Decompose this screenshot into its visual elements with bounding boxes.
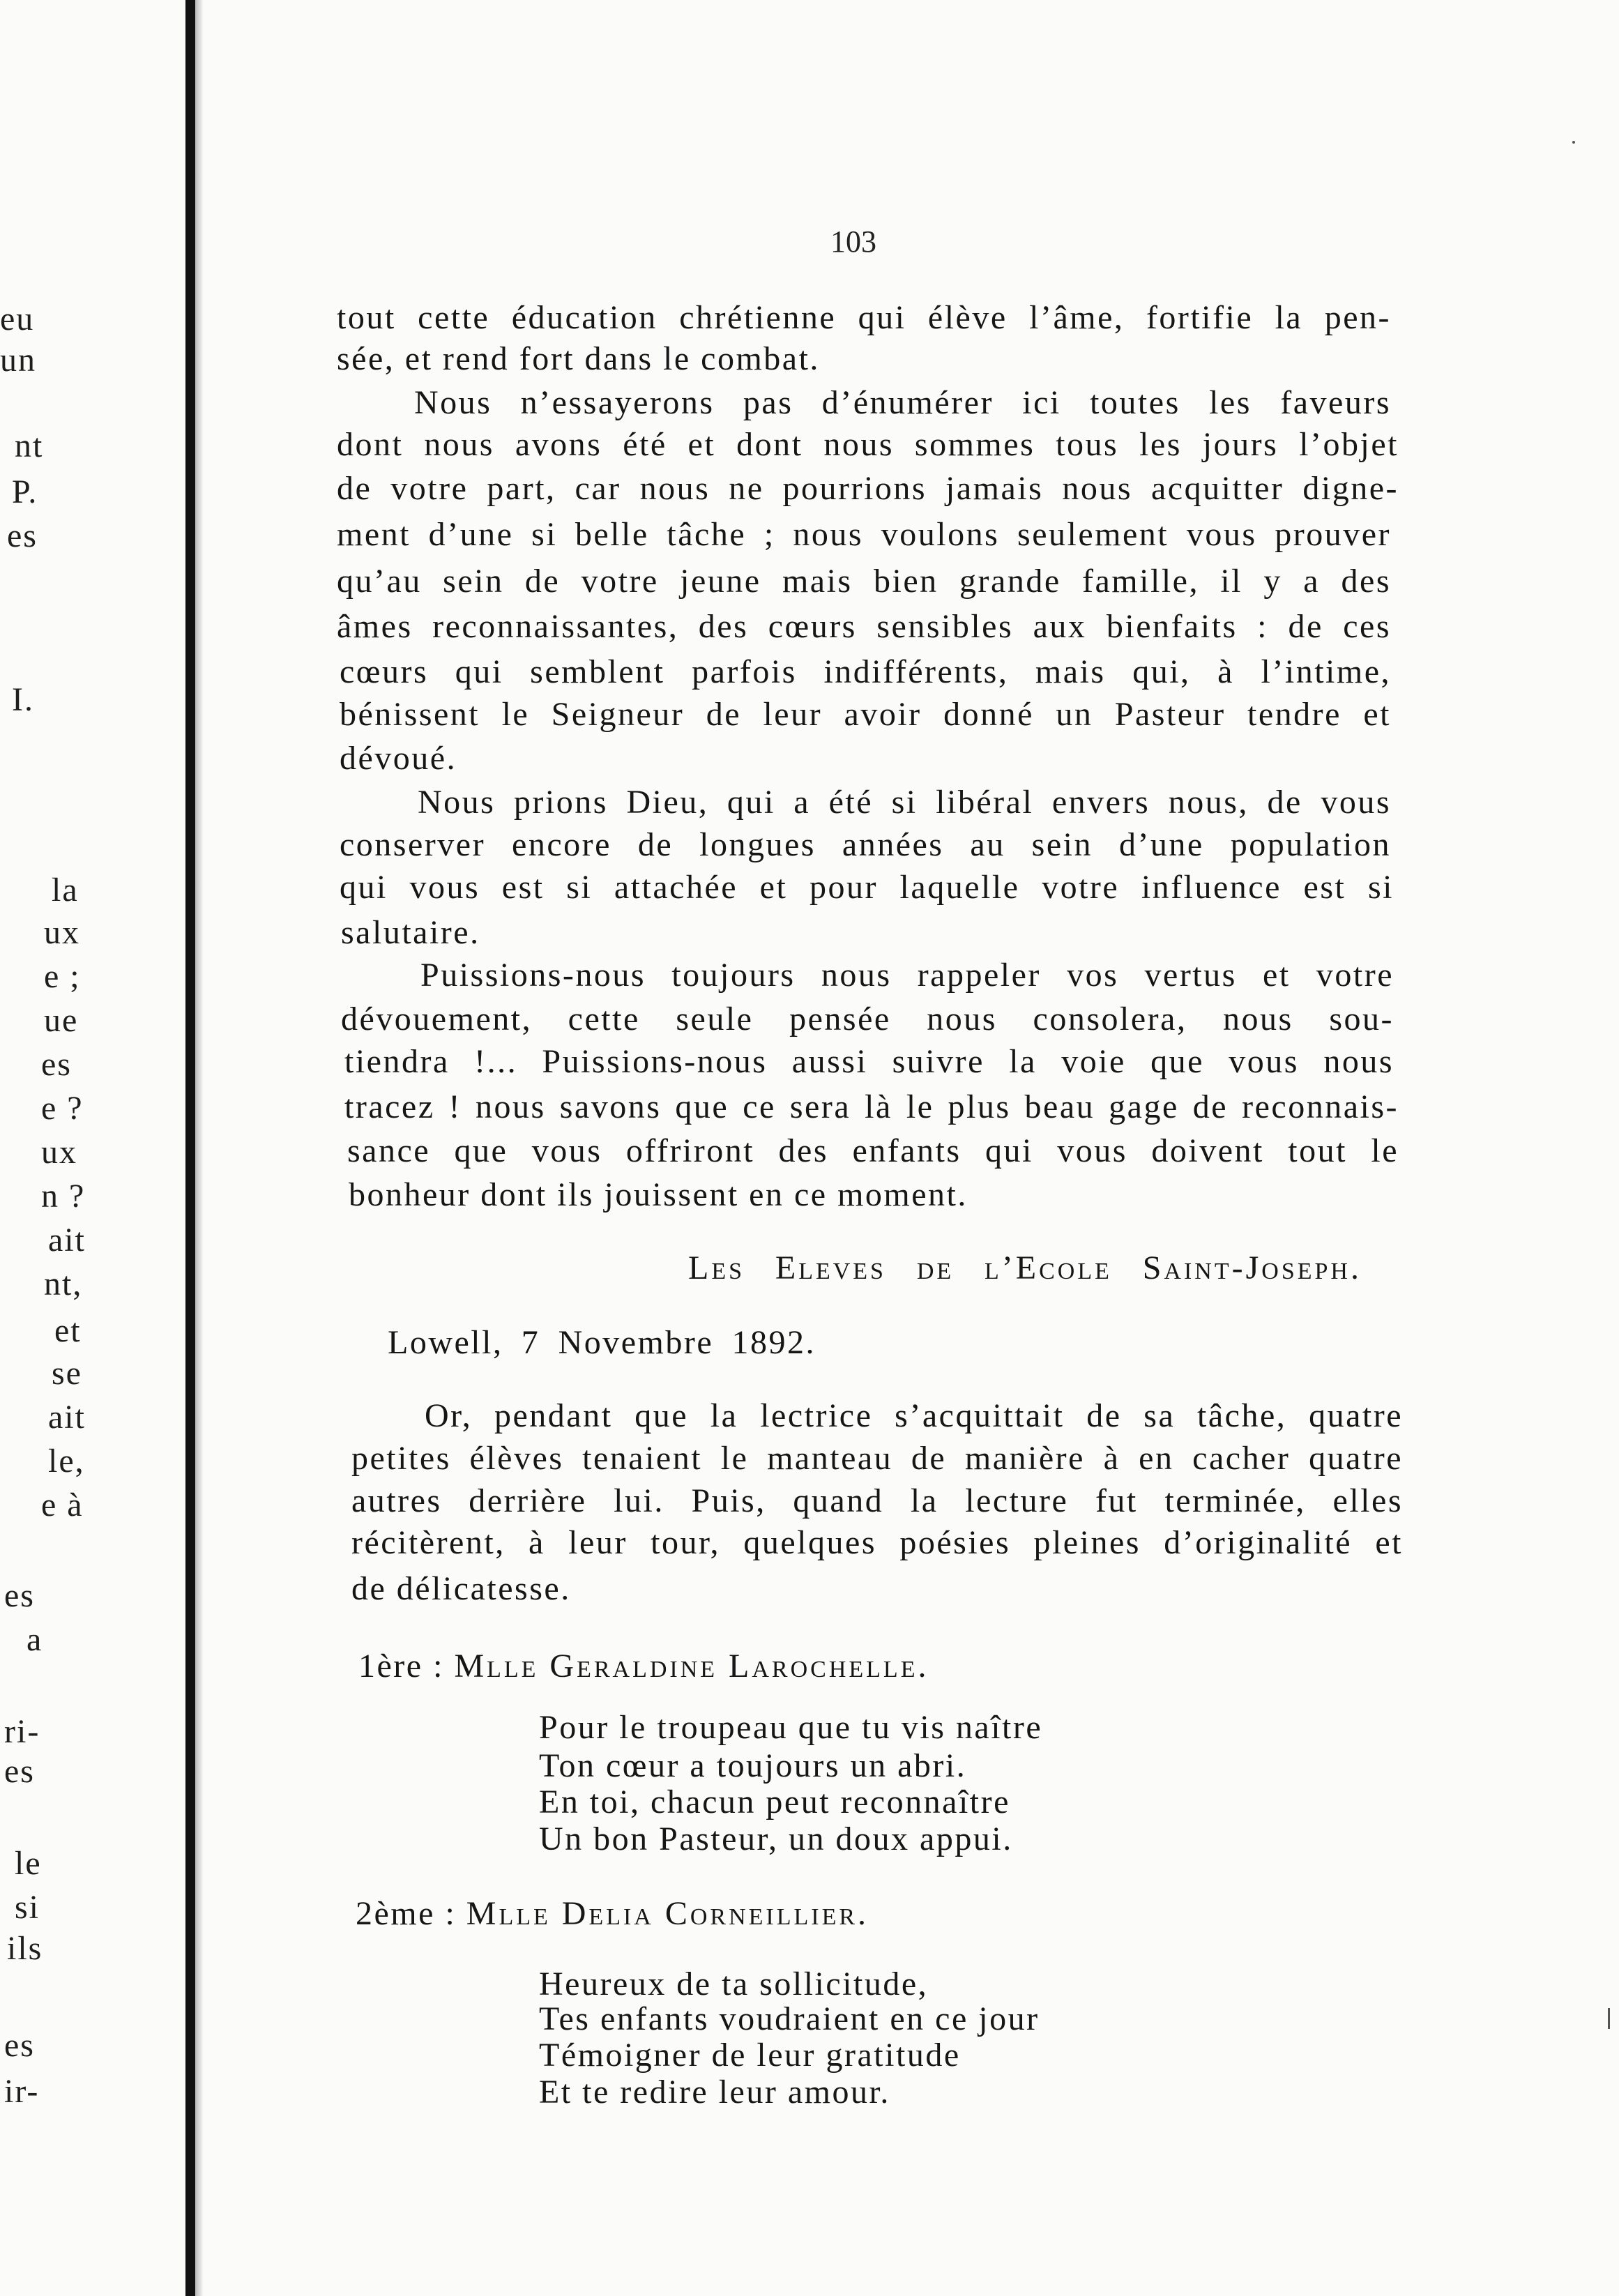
scan-speck <box>1572 141 1575 144</box>
previous-page-fragment: e à <box>41 1487 84 1523</box>
previous-page-fragment: ils <box>7 1930 43 1967</box>
recitation-ordinal: 1ère : <box>358 1648 444 1685</box>
letter-line: ment d’une si belle tâche ; nous voulons seulement vous prouver <box>337 516 1391 553</box>
previous-page-fragment: eu <box>0 301 35 337</box>
previous-page-fragment: le, <box>48 1443 85 1480</box>
narrative-line: de délicatesse. <box>351 1570 571 1607</box>
letter-line: tout cette éducation chrétienne qui élève l’âme, fortifie la pen- <box>337 299 1391 336</box>
binding-gutter <box>185 0 195 2296</box>
letter-line: dévoué. <box>340 740 457 777</box>
previous-page-fragment: P. <box>12 473 38 510</box>
previous-page-fragment: es <box>4 2027 35 2064</box>
previous-page-fragment: n ? <box>41 1178 86 1215</box>
previous-page-fragment: a <box>26 1621 43 1658</box>
letter-line: Puissions-nous toujours nous rappeler vos vertus et votre <box>420 957 1394 994</box>
letter-line: âmes reconnaissantes, des cœurs sensibles aux bienfaits : de ces <box>337 608 1391 645</box>
scan-speck <box>1608 2008 1610 2029</box>
letter-line: Nous prions Dieu, qui a été si libéral envers nous, de vous <box>418 784 1391 821</box>
previous-page-fragment: et <box>54 1312 82 1349</box>
letter-line: cœurs qui semblent parfois indifférents, mais qui, à l’intime, <box>340 653 1391 690</box>
narrative-line: petites élèves tenaient le manteau de manière à en cacher quatre <box>351 1440 1403 1477</box>
previous-page-fragment: si <box>15 1889 40 1926</box>
verse-line: Ton cœur a toujours un abri. <box>539 1747 967 1784</box>
previous-page-fragment: ir- <box>4 2073 40 2110</box>
previous-page-fragment: e ; <box>44 958 81 995</box>
previous-page-fragment: se <box>52 1355 82 1392</box>
previous-page-fragment: es <box>7 517 38 554</box>
previous-page-fragment: le <box>15 1845 42 1882</box>
gutter-shadow <box>195 0 204 2296</box>
previous-page-fragment: es <box>41 1046 72 1083</box>
previous-page-fragment: I. <box>12 681 34 718</box>
verse-line: Et te redire leur amour. <box>539 2074 890 2111</box>
letter-line: bonheur dont ils jouissent en ce moment. <box>349 1176 968 1213</box>
letter-line: sance que vous offriront des enfants qui vous doivent tout le <box>347 1132 1399 1169</box>
previous-page-fragment: ux <box>44 914 80 951</box>
recitation-heading <box>358 1647 929 1686</box>
verse-line: Un bon Pasteur, un doux appui. <box>539 1820 1013 1857</box>
letter-dateline: Lowell, 7 Novembre 1892. <box>388 1324 816 1361</box>
verse-line: Pour le troupeau que tu vis naître <box>539 1709 1043 1746</box>
previous-page-fragment: la <box>52 872 79 908</box>
narrative-line: Or, pendant que la lectrice s’acquittait de sa tâche, quatre <box>425 1397 1403 1434</box>
previous-page-fragment: ait <box>48 1222 86 1259</box>
letter-line: salutaire. <box>341 914 480 951</box>
previous-page-fragment: es <box>4 1577 35 1614</box>
previous-page-fragment: ux <box>41 1134 77 1171</box>
letter-line: de votre part, car nous ne pourrions jamais nous acquitter digne- <box>337 470 1399 507</box>
previous-page-fragment: ait <box>48 1399 86 1436</box>
letter-signature: Les Eleves de l’Ecole Saint-Joseph. <box>688 1249 1362 1286</box>
recitation-heading <box>356 1894 869 1933</box>
previous-page-fragment: e ? <box>41 1090 84 1127</box>
letter-line: bénissent le Seigneur de leur avoir donné un Pasteur tendre et <box>340 696 1391 733</box>
reciter-name: Mlle Delia Corneillier. <box>466 1895 869 1932</box>
previous-page-fragment: nt <box>15 427 44 464</box>
previous-page-fragment: es <box>4 1753 35 1790</box>
letter-line: Nous n’essayerons pas d’énumérer ici toutes les faveurs <box>414 384 1391 421</box>
verse-line: Heureux de ta sollicitude, <box>539 1966 929 2002</box>
previous-page-fragment: ue <box>44 1002 79 1039</box>
letter-line: sée, et rend fort dans le combat. <box>337 340 820 377</box>
letter-line: qui vous est si attachée et pour laquelle votre influence est si <box>340 869 1394 906</box>
letter-line: tracez ! nous savons que ce sera là le plus beau gage de reconnais- <box>344 1088 1399 1125</box>
previous-page-fragment: ri- <box>4 1713 40 1750</box>
letter-line: dévouement, cette seule pensée nous consolera, nous sou- <box>341 1001 1394 1037</box>
reciter-name: Mlle Geraldine Larochelle. <box>454 1648 929 1685</box>
letter-line: tiendra !... Puissions-nous aussi suivre la voie que vous nous <box>344 1043 1394 1080</box>
previous-page-fragment: un <box>0 342 36 379</box>
letter-line: conserver encore de longues années au sein d’une population <box>340 826 1391 863</box>
letter-line: qu’au sein de votre jeune mais bien grande famille, il y a des <box>337 563 1391 600</box>
verse-line: En toi, chacun peut reconnaître <box>539 1784 1010 1820</box>
verse-line: Tes enfants voudraient en ce jour <box>539 2000 1040 2037</box>
verse-line: Témoigner de leur gratitude <box>539 2037 961 2074</box>
letter-line: dont nous avons été et dont nous sommes tous les jours l’objet <box>337 426 1399 463</box>
recitation-ordinal: 2ème : <box>356 1895 457 1932</box>
previous-page-fragment: nt, <box>44 1265 83 1302</box>
page-number: 103 <box>830 225 876 259</box>
narrative-line: récitèrent, à leur tour, quelques poésies pleines d’originalité et <box>351 1524 1403 1561</box>
narrative-line: autres derrière lui. Puis, quand la lecture fut terminée, elles <box>351 1482 1403 1519</box>
